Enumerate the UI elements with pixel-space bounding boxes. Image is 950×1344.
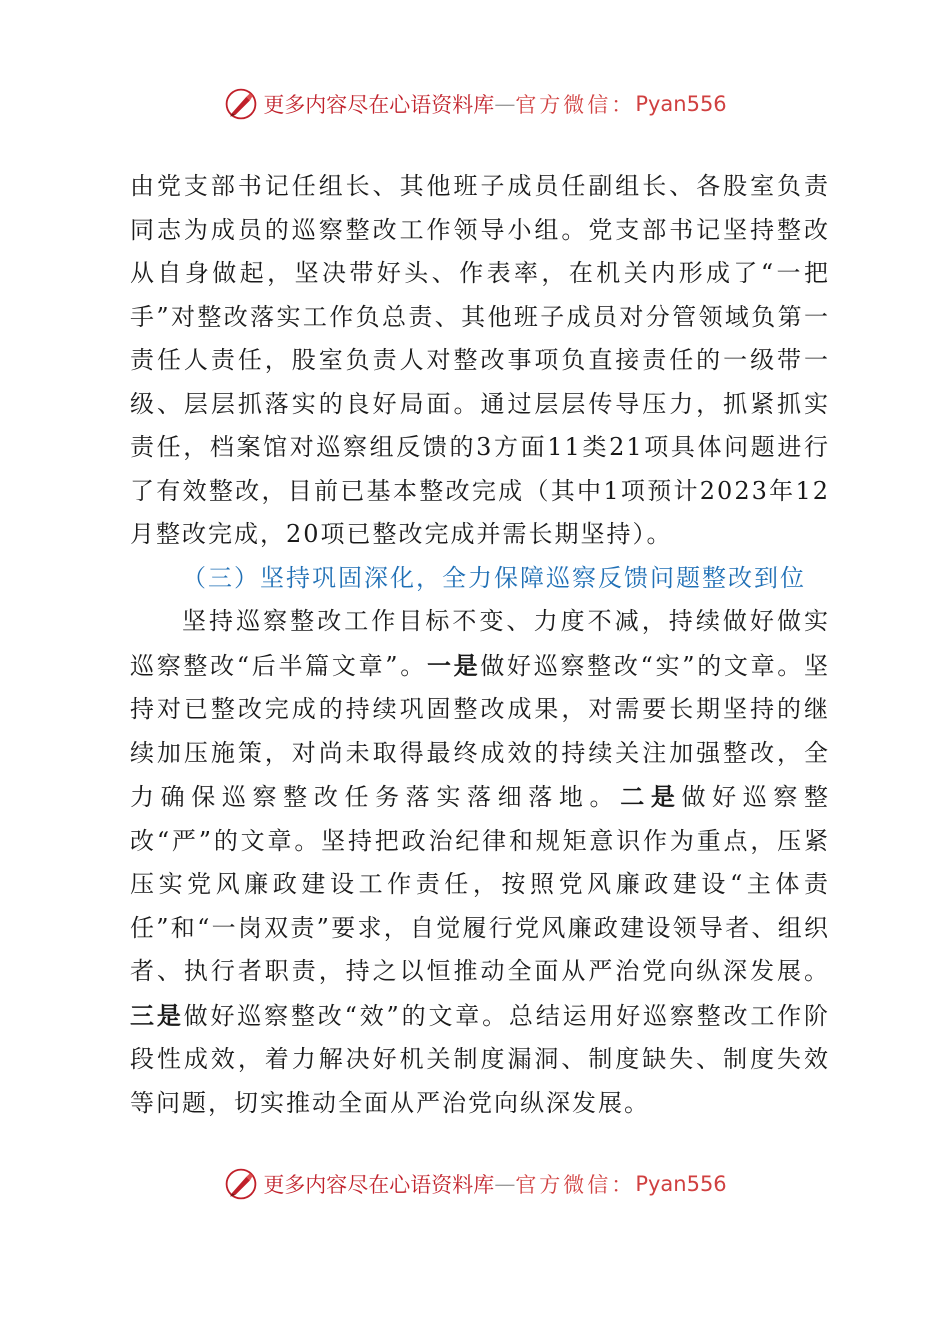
banner-label: 更多内容尽在心语资料库 bbox=[263, 1173, 495, 1197]
section-heading-3: （三）坚持巩固深化，全力保障巡察反馈问题整改到位 bbox=[182, 563, 806, 592]
header-banner bbox=[0, 82, 950, 126]
point-1-label: 一是 bbox=[426, 650, 481, 680]
pen-logo-icon bbox=[223, 1166, 259, 1202]
banner-separator: — bbox=[494, 1172, 516, 1196]
banner-separator: — bbox=[494, 92, 516, 116]
point-1-text: 做好巡察整改“实”的文章。坚持对已整改完成的持续巩固整改成果，对需要长期坚持的继续加压施策，对尚未取得最终成效的持续关注加强整改，全力确保巡察整改任务落实落细落地。 bbox=[130, 651, 831, 811]
banner-label: 更多内容尽在心语资料库 bbox=[263, 93, 495, 117]
point-3-text: 做好巡察整改“效”的文章。总结运用好巡察整改工作阶段性成效，着力解决好机关制度漏洞、制度缺失、制度失效等问题，切实推动全面从严治党向纵深发展。 bbox=[130, 1001, 830, 1117]
footer-banner bbox=[0, 1162, 950, 1206]
paragraph-2 bbox=[130, 600, 830, 1125]
banner-wechat-label: 官方微信： bbox=[515, 1173, 636, 1197]
point-3-label: 三是 bbox=[130, 1000, 184, 1030]
banner-wechat-id: Pyan556 bbox=[635, 1172, 727, 1196]
point-2-text: 做好巡察整改“严”的文章。坚持把政治纪律和规矩意识作为重点，压紧压实党风廉政建设工作责任，按照党风廉政建设“主体责任”和“一岗双责”要求，自觉履行党风廉政建设领导者、组织者、执行者职责，持之以恒推动全面从严治党向纵深发展。 bbox=[130, 783, 831, 985]
banner-wechat-label: 官方微信： bbox=[515, 93, 636, 117]
point-2-label: 二是 bbox=[620, 782, 682, 811]
paragraph-2-intro: 坚持巡察整改工作目标不变、力度不减，持续做好做实巡察整改“后半篇文章”。 bbox=[130, 607, 830, 680]
pen-logo-icon bbox=[223, 86, 259, 122]
document-body bbox=[130, 165, 830, 1125]
banner-wechat-id: Pyan556 bbox=[635, 92, 727, 116]
paragraph-1: 由党支部书记任组长、其他班子成员任副组长、各股室负责同志为成员的巡察整改工作领导小组。党支部书记坚持整改从自身做起，坚决带好头、作表率，在机关内形成了“一把手”对整改落实工作负总责、其他班子成员对分管领域负第一责任人责任，股室负责人对整改事项负直接责任的一级带一级、层层抓落实的良好局面。通过层层传导压力，抓紧抓实责任，档案馆对巡察组反馈的3方面11类21项具体问题进行了有效整改，目前已基本整改完成（其中1项预计2023年12月整改完成，20项已整改完成并需长期坚持）。 bbox=[130, 172, 830, 548]
